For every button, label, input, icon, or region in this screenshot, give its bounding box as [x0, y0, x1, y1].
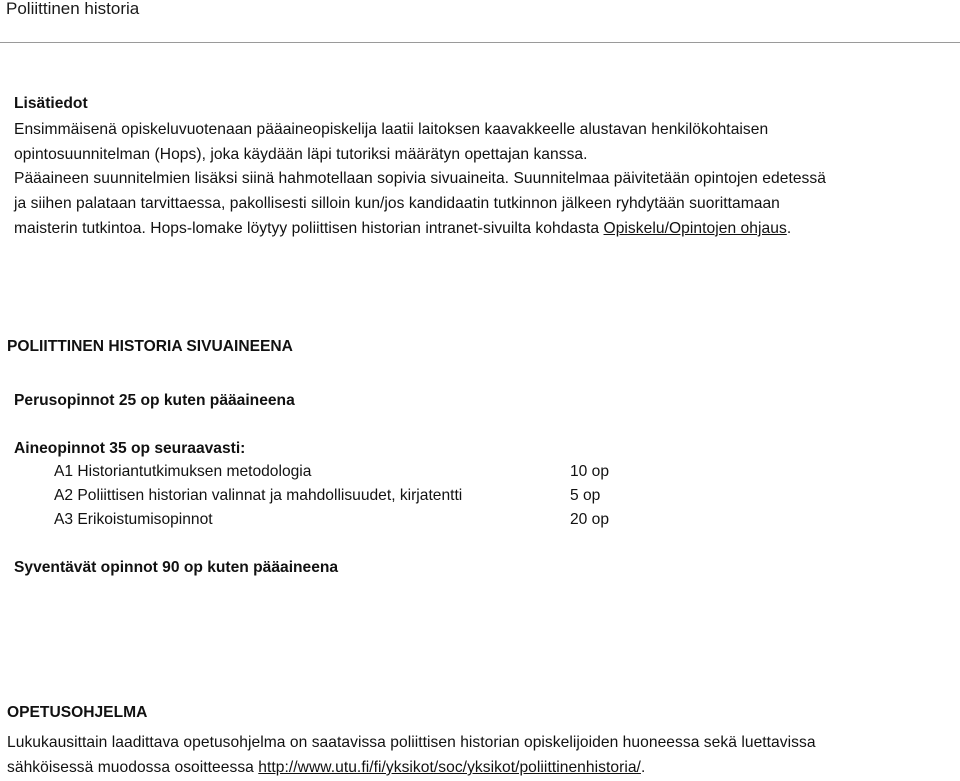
lisatiedot-line-5-end: .: [786, 220, 792, 237]
page-header: [0, 0, 960, 44]
syventavat-heading: Syventävät opinnot 90 op kuten pääaineena: [14, 559, 339, 576]
opetusohjelma-line-1: Lukukausittain laadittava opetusohjelma on saatavissa poliittisen historian opiskelijoiden huoneessa sekä luettavissa: [7, 734, 816, 751]
course-name: A3 Erikoistumisopinnot: [54, 511, 213, 528]
sivuaine-heading: POLIITTINEN HISTORIA SIVUAINEENA: [7, 338, 293, 355]
lisatiedot-line-3-tail: Suunnitelmaa päivitetään opintojen edetessä: [513, 170, 826, 187]
course-name: A2 Poliittisen historian valinnat ja mahdollisuudet, kirjatentti: [54, 487, 463, 504]
lisatiedot-line-5-mid: Hops-lomake löytyy poliittisen historian intranet-sivuilta kohdasta: [150, 220, 600, 237]
lisatiedot-line-3-start: Pääaineen suunnitelmien lisäksi siinä hahmotellaan sopivia sivuaineita.: [14, 170, 510, 187]
lisatiedot-line-5-start: maisterin tutkintoa.: [14, 220, 146, 237]
opetusohjelma-line-2-start: sähköisessä muodossa osoitteessa: [7, 759, 254, 776]
page-title: Poliittinen historia: [6, 0, 140, 18]
perusopinnot-heading: Perusopinnot 25 op kuten pääaineena: [14, 392, 295, 409]
lisatiedot-line-3: [14, 167, 826, 192]
lisatiedot-line-2: opintosuunnitelman (Hops), joka käydään läpi tutoriksi määrätyn opettajan kanssa.: [14, 146, 588, 163]
lisatiedot-line-5: [14, 217, 791, 242]
course-credits: 20 op: [570, 511, 610, 528]
aineopinnot-heading: Aineopinnot 35 op seuraavasti:: [14, 440, 246, 457]
lisatiedot-line-4: ja siihen palataan tarvittaessa, pakollisesti silloin kun/jos kandidaatin tutkinnon jälkeen ryhdytään suorittamaan: [14, 195, 780, 212]
opetusohjelma-heading: OPETUSOHJELMA: [7, 704, 148, 721]
course-credits: 5 op: [570, 487, 601, 504]
header-divider: [0, 42, 960, 43]
course-name: A1 Historiantutkimuksen metodologia: [54, 463, 312, 480]
opiskelu-ohjaus-link[interactable]: Opiskelu/Opintojen ohjaus: [603, 220, 787, 237]
lisatiedot-line-1: Ensimmäisenä opiskeluvuotenaan pääaineopiskelija laatii laitoksen kaavakkeelle alustavan henkilökohtaisen: [14, 121, 769, 138]
lisatiedot-heading: Lisätiedot: [14, 95, 88, 112]
opetusohjelma-line-2-end: .: [640, 759, 646, 776]
opetusohjelma-line-2: [7, 756, 645, 781]
course-credits: 10 op: [570, 463, 610, 480]
poliittinen-historia-url-link[interactable]: http://www.utu.fi/fi/yksikot/soc/yksikot/poliittinenhistoria/: [258, 759, 641, 776]
